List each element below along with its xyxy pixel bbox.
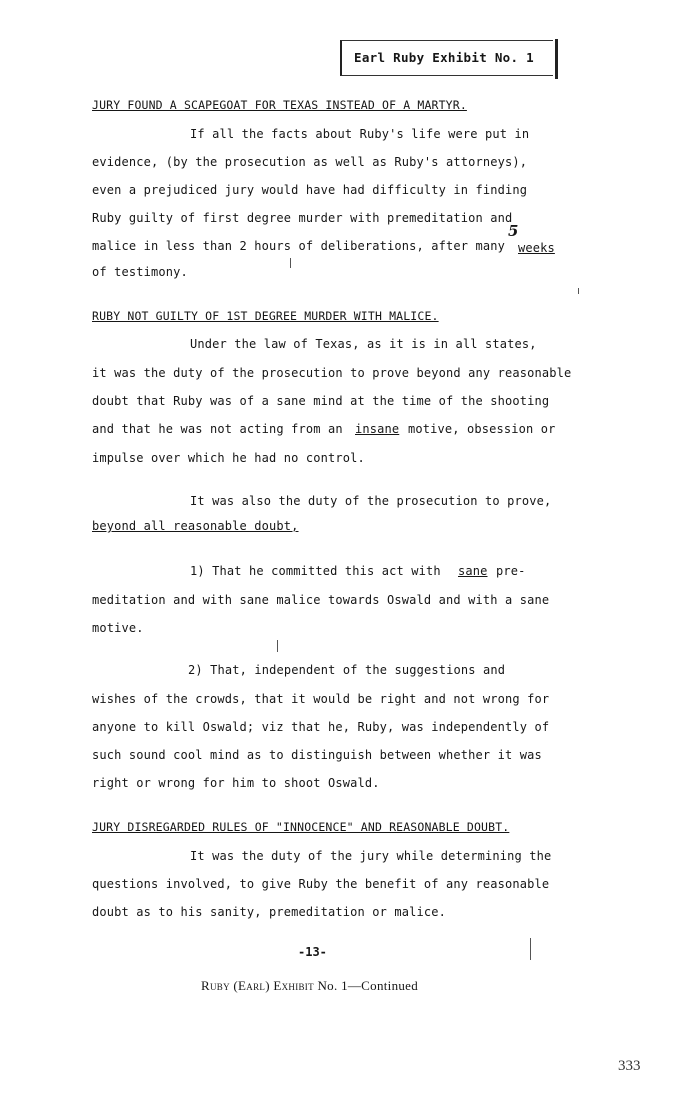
exhibit-label-box xyxy=(340,40,553,76)
body-line: and that he was not acting from an xyxy=(92,422,343,436)
body-line: If all the facts about Ruby's life were put in xyxy=(190,127,530,141)
section-heading-scapegoat: JURY FOUND A SCAPEGOAT FOR TEXAS INSTEAD OF A MARTYR. xyxy=(92,98,467,112)
body-line: malice in less than 2 hours of deliberations, after many xyxy=(92,239,505,253)
body-word-weeks: weeks xyxy=(518,241,555,255)
body-line: 1) That he committed this act with xyxy=(190,564,441,578)
body-line: wishes of the crowds, that it would be right and not wrong for xyxy=(92,692,550,706)
folio-number: 333 xyxy=(618,1058,641,1074)
page-number: -13- xyxy=(298,945,327,959)
body-line: of testimony. xyxy=(92,265,188,279)
body-line: It was the duty of the jury while determining the xyxy=(190,849,552,863)
body-line: Ruby guilty of first degree murder with premeditation and xyxy=(92,211,513,225)
body-line: 2) That, independent of the suggestions and xyxy=(188,663,506,677)
scan-speck xyxy=(277,640,278,652)
exhibit-caption xyxy=(201,978,418,994)
body-line-beyond-doubt: beyond all reasonable doubt, xyxy=(92,519,299,533)
box-border-mark xyxy=(555,39,558,79)
body-line: It was also the duty of the prosecution to prove, xyxy=(190,494,552,508)
section-heading-jury-disregarded: JURY DISREGARDED RULES OF "INNOCENCE" AND REASONABLE DOUBT. xyxy=(92,820,510,834)
handwritten-insertion: 5 xyxy=(508,222,519,240)
body-line: evidence, (by the prosecution as well as Ruby's attorneys), xyxy=(92,155,528,169)
scan-speck xyxy=(290,258,291,268)
body-line: motive, obsession or xyxy=(408,422,556,436)
body-word-insane: insane xyxy=(355,422,400,436)
body-line: such sound cool mind as to distinguish between whether it was xyxy=(92,748,542,762)
body-line: even a prejudiced jury would have had difficulty in finding xyxy=(92,183,528,197)
body-line: meditation and with sane malice towards Oswald and with a sane xyxy=(92,593,550,607)
body-line: impulse over which he had no control. xyxy=(92,451,365,465)
body-line: questions involved, to give Ruby the benefit of any reasonable xyxy=(92,877,550,891)
scan-speck xyxy=(530,938,531,960)
body-line: anyone to kill Oswald; viz that he, Ruby, was independently of xyxy=(92,720,550,734)
body-line: right or wrong for him to shoot Oswald. xyxy=(92,776,380,790)
caption-title: Ruby (Earl) Exhibit xyxy=(201,978,314,993)
body-line: it was the duty of the prosecution to prove beyond any reasonable xyxy=(92,366,572,380)
caption-continued: No. 1—Continued xyxy=(317,978,419,993)
body-line: pre- xyxy=(496,564,526,578)
body-word-sane: sane xyxy=(458,564,488,578)
body-line: Under the law of Texas, as it is in all states, xyxy=(190,337,537,351)
scan-speck xyxy=(578,288,579,294)
body-line: doubt as to his sanity, premeditation or malice. xyxy=(92,905,446,919)
section-heading-not-guilty: RUBY NOT GUILTY OF 1ST DEGREE MURDER WITH MALICE. xyxy=(92,309,439,323)
body-line: doubt that Ruby was of a sane mind at the time of the shooting xyxy=(92,394,550,408)
exhibit-label: Earl Ruby Exhibit No. 1 xyxy=(354,50,534,65)
body-line: motive. xyxy=(92,621,144,635)
